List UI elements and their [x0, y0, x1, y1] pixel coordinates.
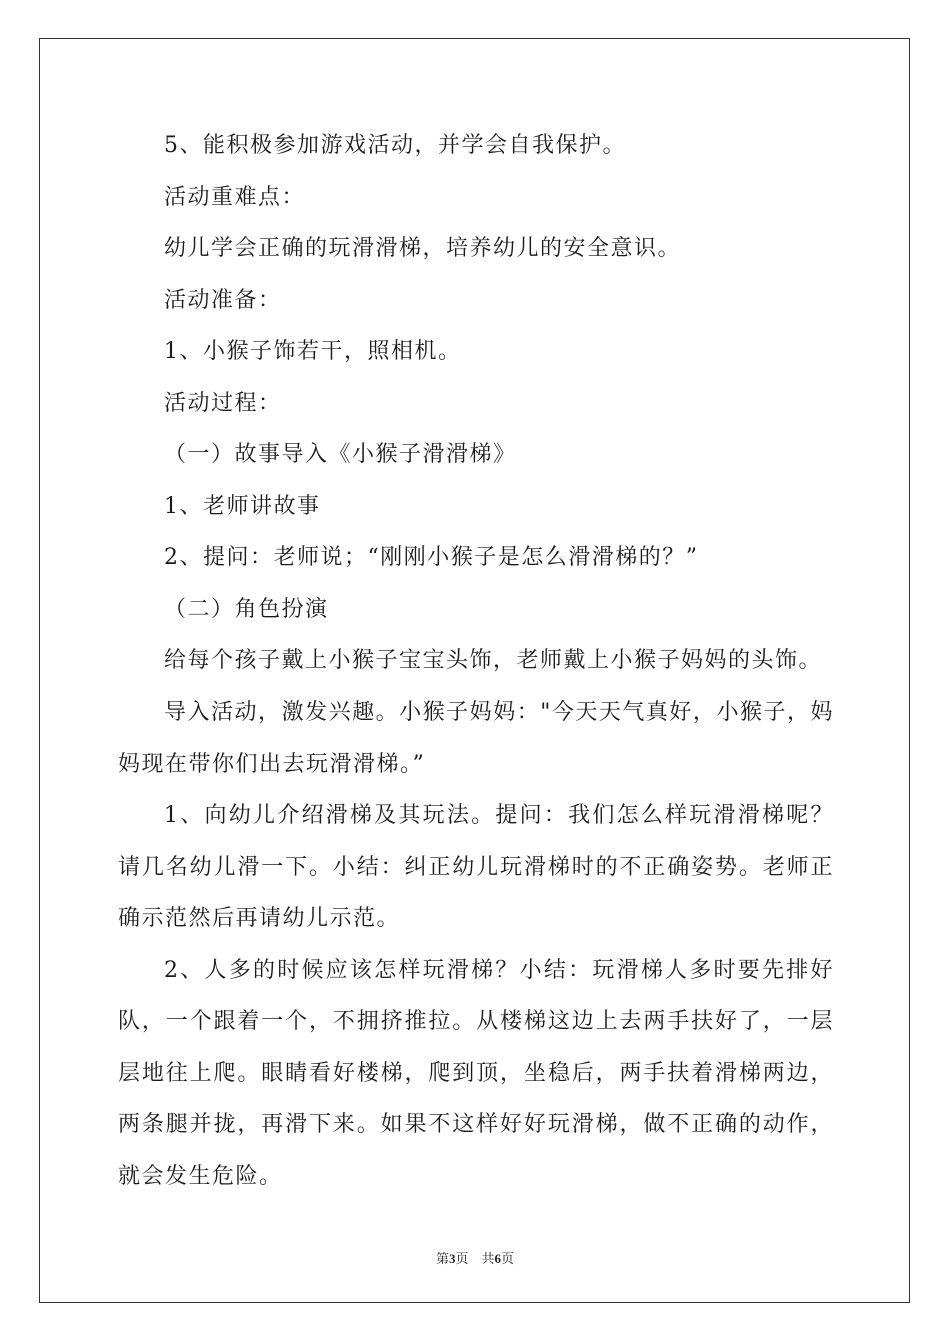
subsection-heading: （二）角色扮演: [164, 596, 329, 622]
text-line: 幼儿学会正确的玩滑滑梯，培养幼儿的安全意识。: [164, 236, 682, 261]
footer-suffix: 页: [501, 1252, 515, 1267]
section-heading: 活动重难点：: [164, 184, 306, 210]
text-line: 5、能积极参加游戏活动，并学会自我保护。: [164, 133, 626, 158]
text-line: 2、提问：老师说；“刚刚小猴子是怎么滑滑梯的？”: [164, 545, 699, 570]
text-line: 1、老师讲故事: [164, 493, 321, 519]
text-line: 给每个孩子戴上小猴子宝宝头饰，老师戴上小猴子妈妈的头饰。: [164, 648, 823, 673]
paragraph: 1、向幼儿介绍滑梯及其玩法。提问：我们怎么样玩滑滑梯呢？请几名幼儿滑一下。小结：纠正幼儿玩滑梯时的不正确姿势。老师正确示范然后再请幼儿示范。: [118, 803, 834, 931]
subsection-heading: （一）故事导入《小猴子滑滑梯》: [164, 442, 517, 467]
total-pages-number: 6: [494, 1251, 501, 1266]
footer-prefix: 第: [435, 1252, 449, 1267]
text-line: 1、小猴子饰若干，照相机。: [164, 339, 462, 364]
footer-middle: 页 共: [455, 1252, 495, 1267]
paragraph: 导入活动，激发兴趣。小猴子妈妈："今天天气真好，小猴子，妈妈现在带你们出去玩滑滑梯。”: [118, 700, 834, 777]
section-heading: 活动准备：: [164, 287, 282, 313]
document-body: [118, 128, 834, 1210]
page-footer: [0, 1248, 950, 1267]
section-heading: 活动过程：: [164, 390, 282, 416]
paragraph: 2、人多的时候应该怎样玩滑梯？小结：玩滑梯人多时要先排好队，一个跟着一个，不拥挤推拉。从楼梯这边上去两手扶好了，一层层地往上爬。眼睛看好楼梯，爬到顶，坐稳后，两手扶着滑梯两边，两条腿并拢，再滑下来。如果不这样好好玩滑梯，做不正确的动作，就会发生危险。: [118, 957, 834, 1189]
current-page-number: 3: [448, 1251, 456, 1266]
